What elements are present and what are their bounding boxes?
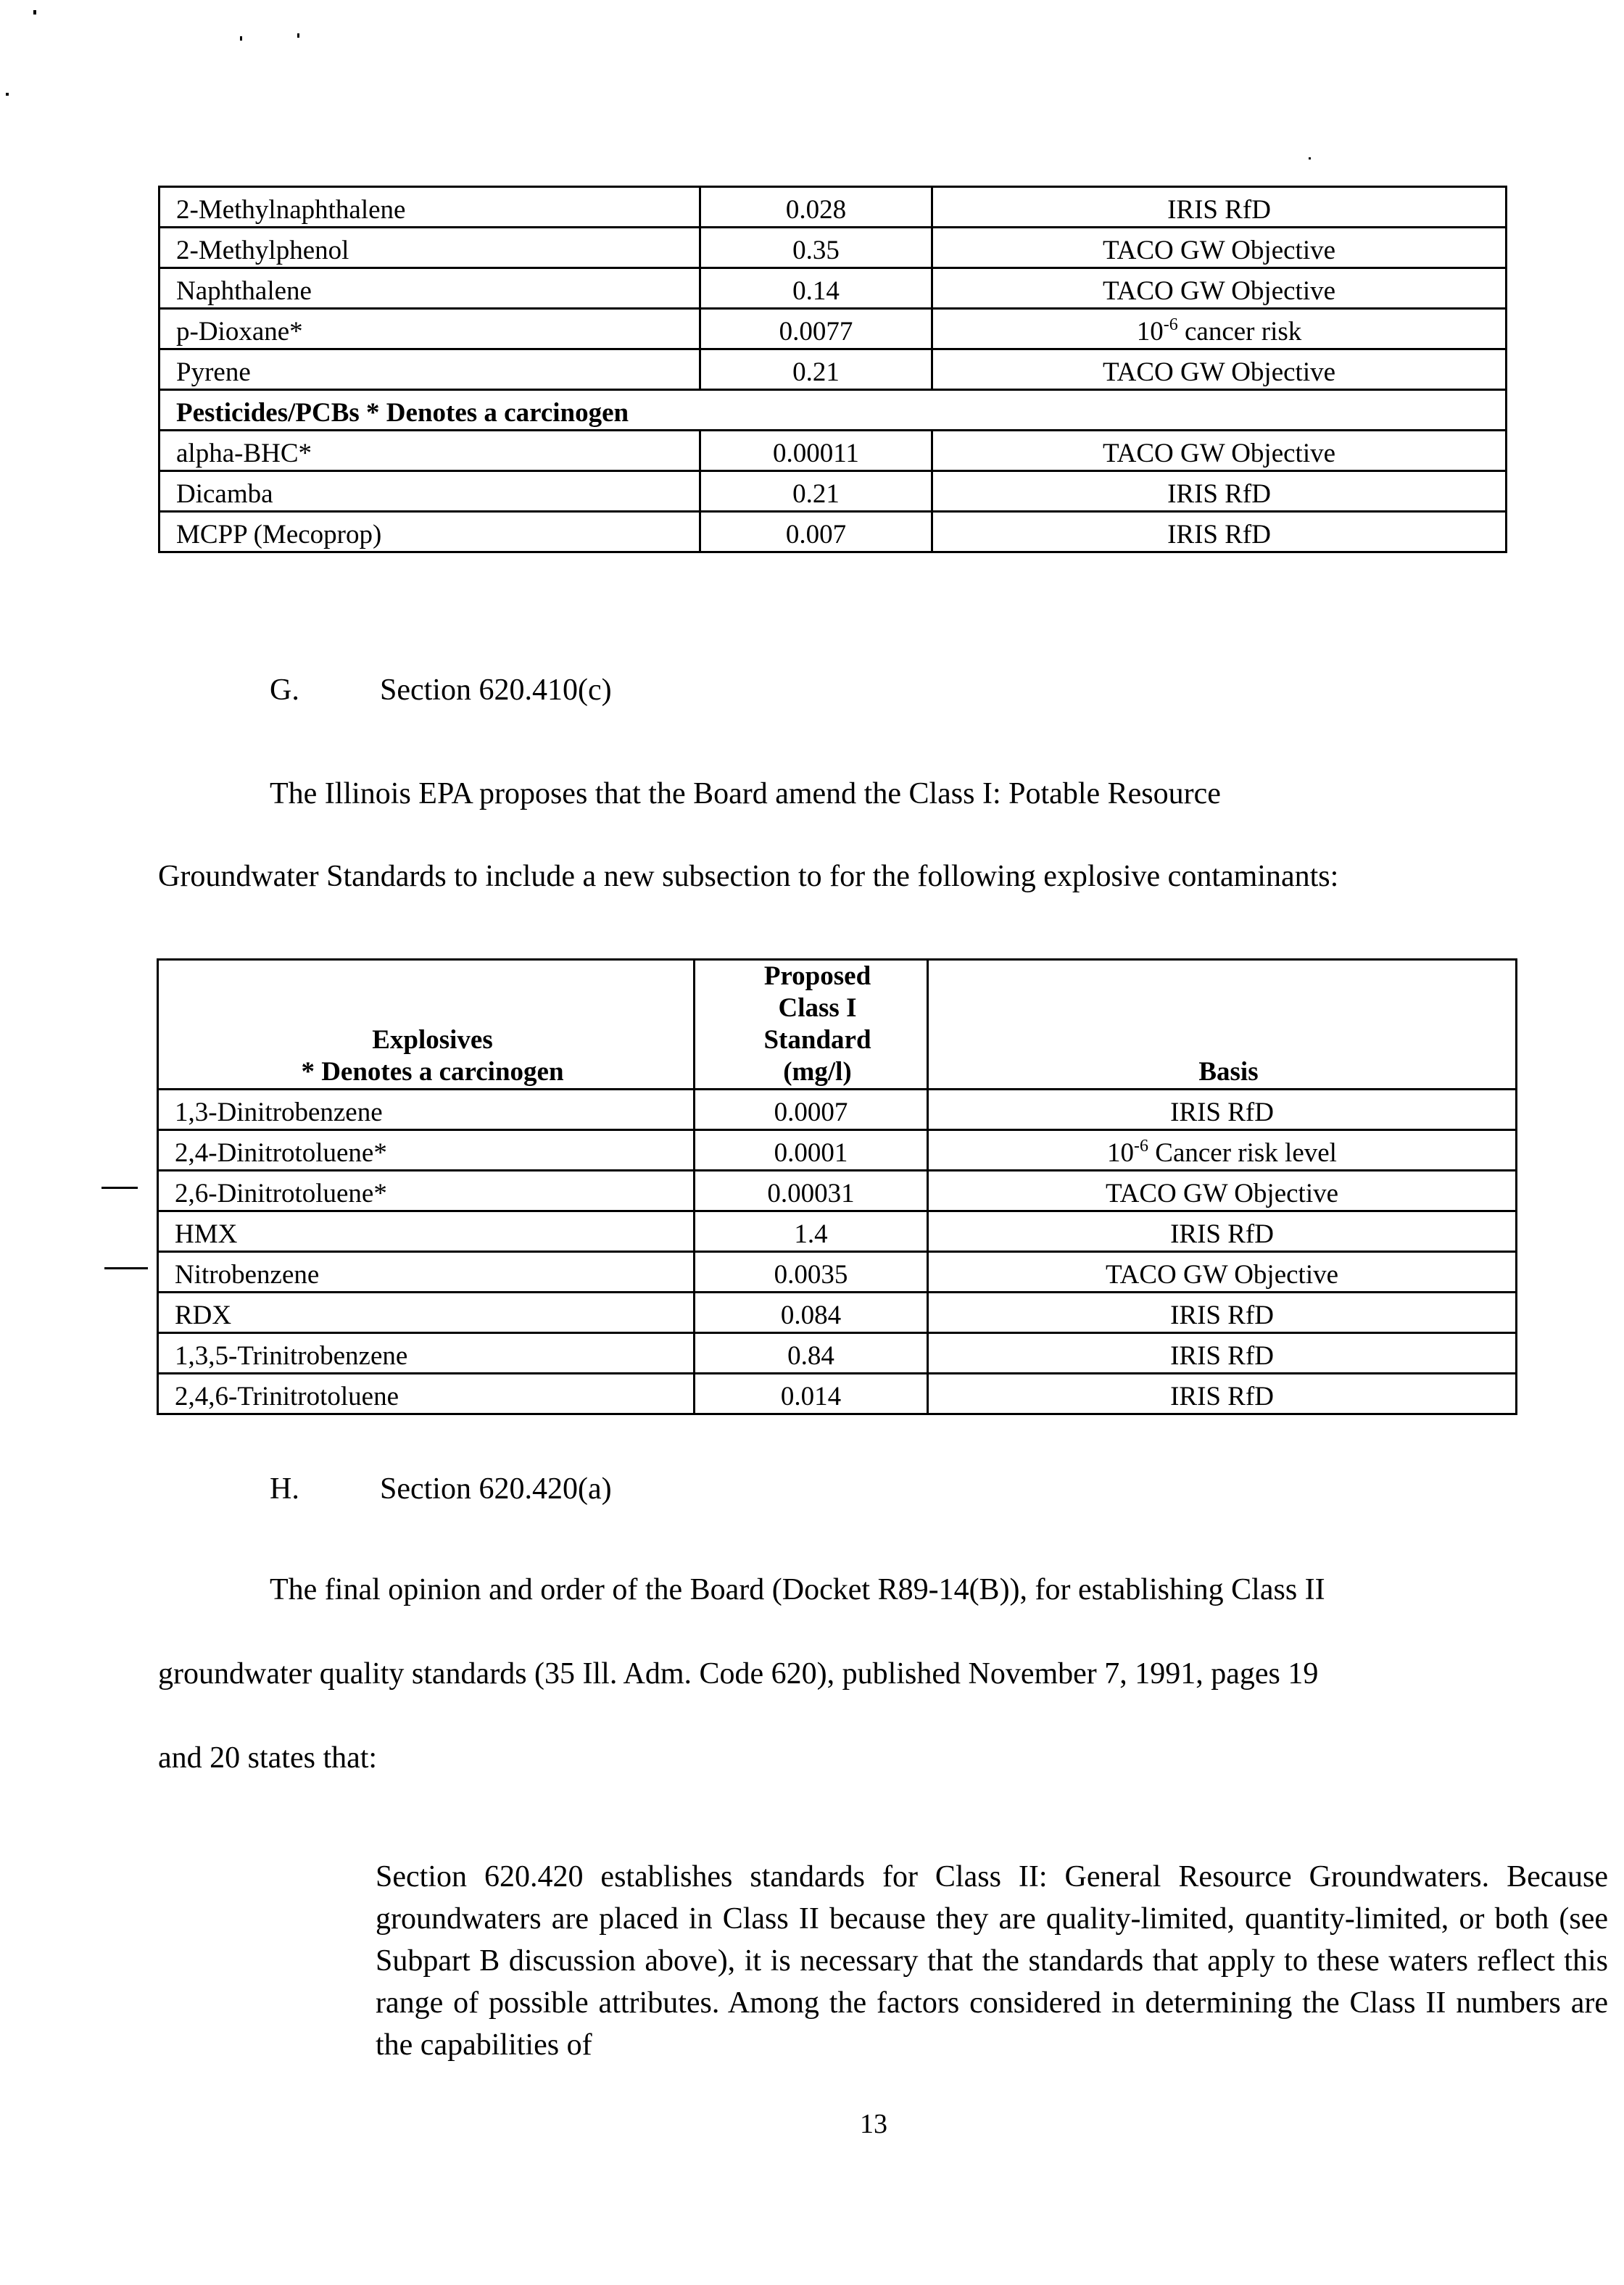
- standard-value: 0.00031: [695, 1171, 928, 1211]
- standard-value: 0.21: [700, 349, 932, 390]
- standard-value: 0.0001: [695, 1130, 928, 1171]
- section-h-heading: [270, 1472, 612, 1506]
- basis: IRIS RfD: [932, 187, 1507, 228]
- scan-speck: [297, 33, 299, 38]
- header-col2-line3: Standard: [763, 1025, 871, 1055]
- basis: IRIS RfD: [928, 1374, 1517, 1414]
- explosives-table: [157, 958, 1517, 1415]
- standard-value: 0.028: [700, 187, 932, 228]
- table-header-row: [158, 960, 1517, 1090]
- standard-value: 1.4: [695, 1211, 928, 1252]
- section-letter: H.: [270, 1472, 299, 1506]
- scan-speck: [1309, 157, 1311, 159]
- table-row: [160, 512, 1507, 552]
- explosive-name: RDX: [158, 1293, 695, 1333]
- header-col2-line1: Proposed: [763, 961, 871, 991]
- header-proposed-standard: [695, 960, 928, 1090]
- contaminant-name: Naphthalene: [160, 268, 700, 309]
- contaminant-name: MCPP (Mecoprop): [160, 512, 700, 552]
- table-row: [160, 187, 1507, 228]
- header-col1-line2: * Denotes a carcinogen: [301, 1057, 564, 1087]
- explosive-name: 1,3-Dinitrobenzene: [158, 1090, 695, 1130]
- contaminant-name: Pyrene: [160, 349, 700, 390]
- section-title: Section 620.420(a): [380, 1472, 612, 1506]
- table-row: [158, 1293, 1517, 1333]
- basis-exponent: -6: [1163, 315, 1178, 334]
- header-basis: Basis: [928, 960, 1517, 1090]
- basis: TACO GW Objective: [932, 228, 1507, 268]
- page-number: 13: [860, 2109, 887, 2139]
- standard-value: 0.0035: [695, 1252, 928, 1293]
- group-header-row: [160, 390, 1507, 431]
- standard-value: 0.35: [700, 228, 932, 268]
- table-row: [158, 1130, 1517, 1171]
- block-quote: Section 620.420 establishes standards for Class II: General Resource Groundwaters. Because groundwaters are placed in Class II because they are quality-limited, quantity-limited, or both (see Subpart B discussion above), it is necessary that the standards that apply to these waters reflect this range of possible attributes. Among the factors considered in determining the Class II numbers are the capabilities of: [376, 1860, 1608, 2062]
- contaminant-name: Dicamba: [160, 471, 700, 512]
- basis: IRIS RfD: [928, 1293, 1517, 1333]
- standard-value: 0.0077: [700, 309, 932, 349]
- section-g-paragraph-line1: The Illinois EPA proposes that the Board amend the Class I: Potable Resource: [270, 777, 1221, 810]
- scan-speck: [102, 1187, 138, 1189]
- basis: TACO GW Objective: [928, 1252, 1517, 1293]
- explosive-name: 2,4-Dinitrotoluene*: [158, 1130, 695, 1171]
- table-row: [160, 349, 1507, 390]
- basis: IRIS RfD: [932, 512, 1507, 552]
- table-row: [160, 268, 1507, 309]
- basis: TACO GW Objective: [928, 1171, 1517, 1211]
- table-row: [158, 1374, 1517, 1414]
- header-explosives: [158, 960, 695, 1090]
- basis-text: Cancer risk level: [1148, 1138, 1337, 1168]
- table-row: [160, 471, 1507, 512]
- section-h-paragraph-line2: groundwater quality standards (35 Ill. Adm. Code 620), published November 7, 1991, pages 19: [158, 1657, 1319, 1691]
- table-row: [158, 1252, 1517, 1293]
- contaminant-name: 2-Methylnaphthalene: [160, 187, 700, 228]
- basis-exponent: -6: [1134, 1137, 1149, 1156]
- basis: TACO GW Objective: [932, 268, 1507, 309]
- group-header: Pesticides/PCBs * Denotes a carcinogen: [160, 390, 1507, 431]
- basis: IRIS RfD: [928, 1333, 1517, 1374]
- table-row: [160, 309, 1507, 349]
- contaminant-name: alpha-BHC*: [160, 431, 700, 471]
- basis: TACO GW Objective: [932, 349, 1507, 390]
- basis: IRIS RfD: [928, 1090, 1517, 1130]
- table-row: [158, 1090, 1517, 1130]
- section-title: Section 620.410(c): [380, 673, 612, 707]
- section-letter: G.: [270, 673, 299, 707]
- standard-value: 0.007: [700, 512, 932, 552]
- section-h-paragraph-line3: and 20 states that:: [158, 1741, 378, 1775]
- section-g-paragraph-line2: Groundwater Standards to include a new subsection to for the following explosive contaminants:: [158, 860, 1339, 893]
- standard-value: 0.21: [700, 471, 932, 512]
- scan-speck: [6, 93, 9, 96]
- scan-speck: [240, 36, 242, 41]
- explosive-name: HMX: [158, 1211, 695, 1252]
- table-row: [160, 431, 1507, 471]
- header-col2-line4: (mg/l): [783, 1057, 852, 1087]
- contaminants-table-continued: [158, 186, 1507, 553]
- scan-speck: [33, 10, 36, 14]
- section-g-heading: [270, 673, 612, 708]
- table-row: [160, 228, 1507, 268]
- scan-speck: [104, 1267, 148, 1269]
- explosive-name: Nitrobenzene: [158, 1252, 695, 1293]
- standard-value: 0.00011: [700, 431, 932, 471]
- standard-value: 0.84: [695, 1333, 928, 1374]
- basis: TACO GW Objective: [932, 431, 1507, 471]
- basis: IRIS RfD: [932, 471, 1507, 512]
- basis-base: 10: [1107, 1138, 1135, 1168]
- basis: [932, 309, 1507, 349]
- standard-value: 0.084: [695, 1293, 928, 1333]
- contaminant-name: 2-Methylphenol: [160, 228, 700, 268]
- standard-value: 0.0007: [695, 1090, 928, 1130]
- basis: IRIS RfD: [928, 1211, 1517, 1252]
- basis-base: 10: [1136, 317, 1164, 347]
- standard-value: 0.14: [700, 268, 932, 309]
- header-col2-line2: Class I: [778, 993, 857, 1023]
- basis-text: cancer risk: [1177, 317, 1302, 347]
- table-row: [158, 1211, 1517, 1252]
- explosive-name: 1,3,5-Trinitrobenzene: [158, 1333, 695, 1374]
- section-h-paragraph-line1: The final opinion and order of the Board (Docket R89-14(B)), for establishing Class II: [270, 1573, 1325, 1606]
- standard-value: 0.014: [695, 1374, 928, 1414]
- basis: [928, 1130, 1517, 1171]
- contaminant-name: p-Dioxane*: [160, 309, 700, 349]
- header-col1-line1: Explosives: [372, 1025, 493, 1055]
- explosive-name: 2,4,6-Trinitrotoluene: [158, 1374, 695, 1414]
- table-row: [158, 1171, 1517, 1211]
- explosive-name: 2,6-Dinitrotoluene*: [158, 1171, 695, 1211]
- table-row: [158, 1333, 1517, 1374]
